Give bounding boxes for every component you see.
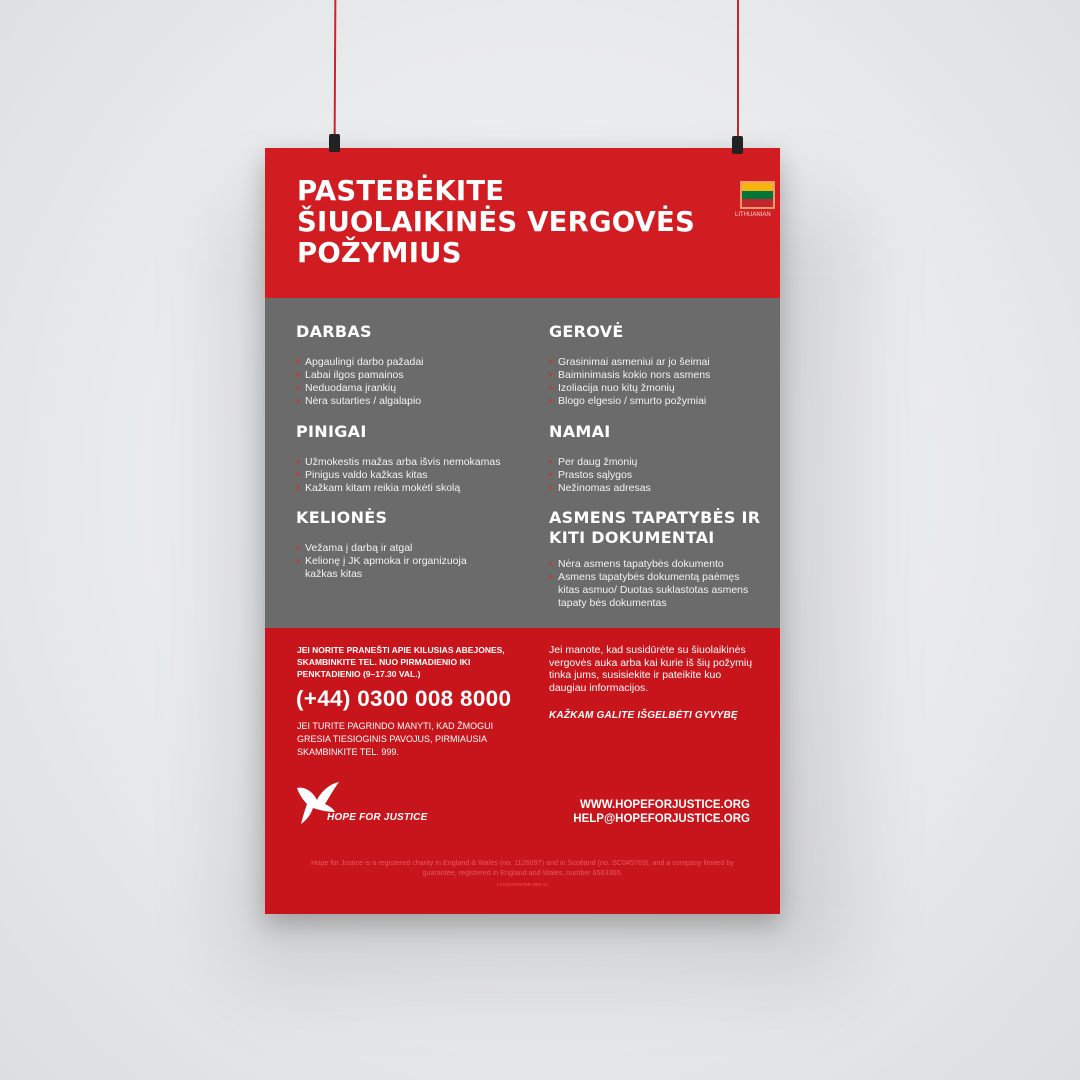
flag-stripe-red (742, 199, 773, 207)
list-item: • Baiminimasis kokio nors asmens (549, 369, 759, 382)
poster-title (297, 176, 737, 269)
web-contacts (465, 798, 750, 826)
section-heading: PINIGAI (296, 422, 367, 441)
section-heading: NAMAI (549, 422, 611, 441)
list-item: • Vežama į darbą ir atgal (296, 542, 496, 555)
poster (265, 148, 780, 914)
contact-description: Jei manote, kad susidūrėte su šiuolaikinės vergovės auka arba kai kurie iš šių požymių tinka jums, susisiekite ir pateikite kuo daugiau informacijos. (549, 644, 753, 694)
tagline: KAŽKAM GALITE IŠGELBĖTI GYVYBĘ (549, 710, 738, 721)
lithuania-flag-icon (740, 181, 775, 209)
list-item: • Pinigus valdo kažkas kitas (296, 469, 526, 482)
title-line-2: ŠIUOLAIKINĖS VERGOVĖS (297, 206, 696, 239)
section-namai (549, 422, 759, 495)
website-link[interactable]: WWW.HOPEFORJUSTICE.ORG (580, 799, 750, 811)
list-item: • Neduodama įrankių (296, 382, 516, 395)
language-label: LITHUANIAN (735, 212, 771, 218)
list-item: • Nėra asmens tapatybės dokumento (549, 558, 764, 571)
helpline-phone[interactable]: (+44) 0300 008 8000 (296, 686, 512, 711)
poster-code: LT-015-POSTER-SEP-21 (497, 882, 548, 887)
list-item: • Kažkam kitam reikia mokėti skolą (296, 482, 526, 495)
section-dokumentai (549, 508, 764, 610)
legal-notice: Hope for Justice is a registered charity in England & Wales (no. 1126097) and in Scotland (no. SC045769), and a company limited by guarantee, registered in England and Wales, number 6563365. (311, 858, 734, 877)
list-item: • Per daug žmonių (549, 456, 759, 469)
flag-stripe-yellow (742, 183, 773, 191)
section-darbas (296, 322, 516, 408)
hanging-string-left (334, 0, 337, 138)
section-heading: KELIONĖS (296, 508, 388, 527)
list-item: • Nėra sutarties / algalapio (296, 395, 516, 408)
section-kelione (296, 508, 496, 581)
logo-text: HOPE FOR JUSTICE (327, 812, 428, 823)
emergency-note: JEI TURITE PAGRINDO MANYTI, KAD ŽMOGUI GRESIA TIESIOGINIS PAVOJUS, PIRMIAUSIA SKAMBINKITE TEL. 999. (297, 721, 494, 757)
email-link[interactable]: HELP@HOPEFORJUSTICE.ORG (573, 813, 750, 825)
section-heading: DARBAS (296, 322, 372, 341)
hanging-string-right (737, 0, 739, 140)
list-item: • Apgaulingi darbo pažadai (296, 356, 516, 369)
list-item: • Grasinimai asmeniui ar jo šeimai (549, 356, 759, 369)
report-instructions: JEI NORITE PRANEŠTI APIE KILUSIAS ABEJONES, SKAMBINKITE TEL. NUO PIRMADIENIO IKI PENKTADIENIO (9–17.30 VAL.) (297, 645, 505, 679)
title-line-3: POŽYMIUS (297, 237, 462, 270)
list-item: • Užmokestis mažas arba išvis nemokamas (296, 456, 526, 469)
list-item: • Prastos sąlygos (549, 469, 759, 482)
binder-clip-left (329, 134, 340, 152)
list-item: • Asmens tapatybės dokumentą paėmęs kitas asmuo/ Duotas suklastotas asmens tapaty bės dokumentas (549, 571, 764, 610)
indicators-panel (265, 298, 780, 628)
section-gerove (549, 322, 759, 408)
list-item: • Nežinomas adresas (549, 482, 759, 495)
contact-panel (265, 628, 780, 914)
list-item: • Kelionę į JK apmoka ir organizuoja kažkas kitas (296, 555, 496, 581)
poster-header (265, 148, 780, 298)
binder-clip-right (732, 136, 743, 154)
section-heading: ASMENS TAPATYBĖS IR KITI DOKUMENTAI (549, 508, 761, 547)
list-item: • Izoliacija nuo kitų žmonių (549, 382, 759, 395)
list-item: • Blogo elgesio / smurto požymiai (549, 395, 759, 408)
section-heading: GEROVĖ (549, 322, 624, 341)
list-item: • Labai ilgos pamainos (296, 369, 516, 382)
section-pinigai (296, 422, 526, 495)
title-line-1: PASTEBĖKITE (297, 175, 505, 207)
flag-stripe-green (742, 191, 773, 199)
